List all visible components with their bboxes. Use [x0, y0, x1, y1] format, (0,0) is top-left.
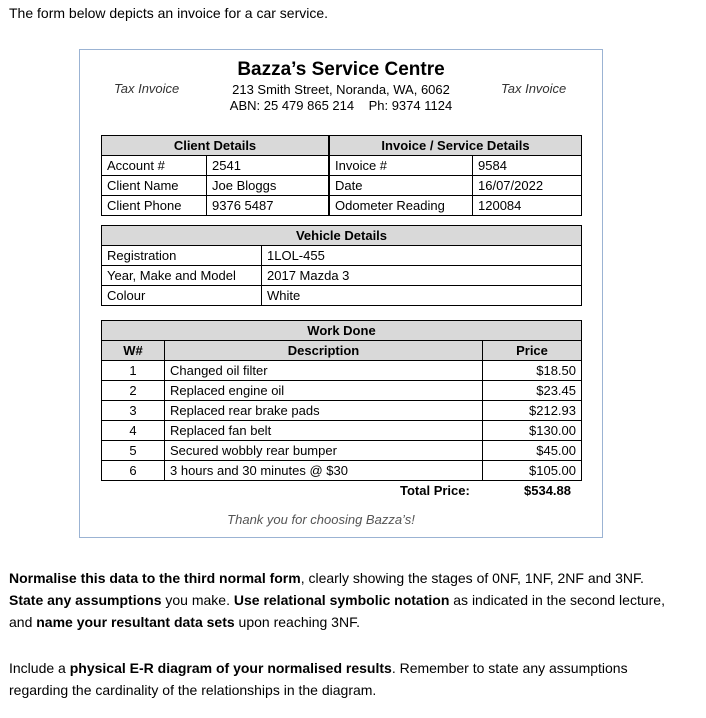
cell-value: 1LOL-455 [262, 246, 582, 266]
cell-value: 9376 5487 [207, 196, 329, 216]
cell-description: Changed oil filter [165, 361, 483, 381]
table-row [102, 381, 582, 401]
invoice-form [79, 49, 603, 538]
cell-price: $105.00 [483, 461, 582, 481]
table-row [102, 461, 582, 481]
cell-w: 3 [102, 401, 165, 421]
cell-value: Joe Bloggs [207, 176, 329, 196]
invoice-details-table [329, 135, 582, 216]
cell-w: 6 [102, 461, 165, 481]
task-emphasis: State any assumptions [9, 592, 162, 608]
total-price-value: $534.88 [524, 483, 571, 498]
table-row [102, 441, 582, 461]
client-details-table [101, 135, 329, 216]
shop-name: Bazza’s Service Centre [237, 59, 445, 80]
table-row [102, 266, 582, 286]
cell-w: 2 [102, 381, 165, 401]
table-row [102, 421, 582, 441]
table-row [330, 196, 582, 216]
cell-price: $23.45 [483, 381, 582, 401]
cell-description: Replaced fan belt [165, 421, 483, 441]
cell-label: Year, Make and Model [102, 266, 262, 286]
cell-price: $45.00 [483, 441, 582, 461]
task-text: , clearly showing the stages of 0NF, 1NF, 2NF and 3NF. [300, 570, 644, 586]
table-row [102, 156, 329, 176]
cell-price: $212.93 [483, 401, 582, 421]
cell-w: 5 [102, 441, 165, 461]
cell-description: 3 hours and 30 minutes @ $30 [165, 461, 483, 481]
cell-description: Secured wobbly rear bumper [165, 441, 483, 461]
table-row [102, 361, 582, 381]
table-row [102, 176, 329, 196]
work-done-title: Work Done [102, 321, 582, 341]
task-text: Include a [9, 660, 70, 676]
cell-value: 16/07/2022 [473, 176, 582, 196]
shop-address: 213 Smith Street, Noranda, WA, 6062 [232, 82, 450, 97]
work-done-table [101, 320, 582, 481]
cell-label: Client Phone [102, 196, 207, 216]
cell-value: 120084 [473, 196, 582, 216]
col-header-w: W# [102, 341, 165, 361]
table-row [330, 156, 582, 176]
cell-price: $18.50 [483, 361, 582, 381]
invoice-details-title: Invoice / Service Details [330, 136, 582, 156]
cell-label: Odometer Reading [330, 196, 473, 216]
shop-abn-phone: ABN: 25 479 865 214 Ph: 9374 1124 [229, 98, 453, 113]
cell-w: 1 [102, 361, 165, 381]
tax-invoice-left: Tax Invoice [114, 81, 180, 96]
task-emphasis: Normalise this data to the third normal form [9, 570, 301, 586]
cell-label: Client Name [102, 176, 207, 196]
cell-value: 2541 [207, 156, 329, 176]
table-row [102, 196, 329, 216]
cell-description: Replaced rear brake pads [165, 401, 483, 421]
tax-invoice-right: Tax Invoice [501, 81, 567, 96]
table-row [102, 246, 582, 266]
cell-value: 9584 [473, 156, 582, 176]
cell-label: Invoice # [330, 156, 473, 176]
cell-value: White [262, 286, 582, 306]
task-text: upon reaching 3NF. [234, 614, 360, 630]
vehicle-details-title: Vehicle Details [102, 226, 582, 246]
task-emphasis: name your resultant data sets [36, 614, 235, 630]
cell-price: $130.00 [483, 421, 582, 441]
task-text: as indicated in the second lecture, and [9, 592, 665, 630]
task-normalise [9, 567, 679, 633]
cell-label: Registration [102, 246, 262, 266]
task-emphasis: Use relational symbolic notation [233, 592, 450, 608]
cell-label: Colour [102, 286, 262, 306]
col-header-description: Description [165, 341, 483, 361]
cell-w: 4 [102, 421, 165, 441]
cell-description: Replaced engine oil [165, 381, 483, 401]
intro-text: The form below depicts an invoice for a car service. [9, 5, 329, 21]
col-header-price: Price [483, 341, 582, 361]
table-row [102, 401, 582, 421]
task-text: you make. [161, 592, 234, 608]
cell-value: 2017 Mazda 3 [262, 266, 582, 286]
cell-label: Date [330, 176, 473, 196]
table-row [330, 176, 582, 196]
thank-you-note: Thank you for choosing Bazza’s! [227, 512, 415, 527]
task-text: . Remember to state any assumptions regarding the cardinality of the relationships in the diagram. [9, 660, 628, 698]
task-er-diagram [9, 657, 679, 701]
vehicle-details-table [101, 225, 582, 306]
total-price-label: Total Price: [400, 483, 470, 498]
cell-label: Account # [102, 156, 207, 176]
client-details-title: Client Details [102, 136, 329, 156]
task-emphasis: physical E-R diagram of your normalised results [69, 660, 392, 676]
table-row [102, 286, 582, 306]
